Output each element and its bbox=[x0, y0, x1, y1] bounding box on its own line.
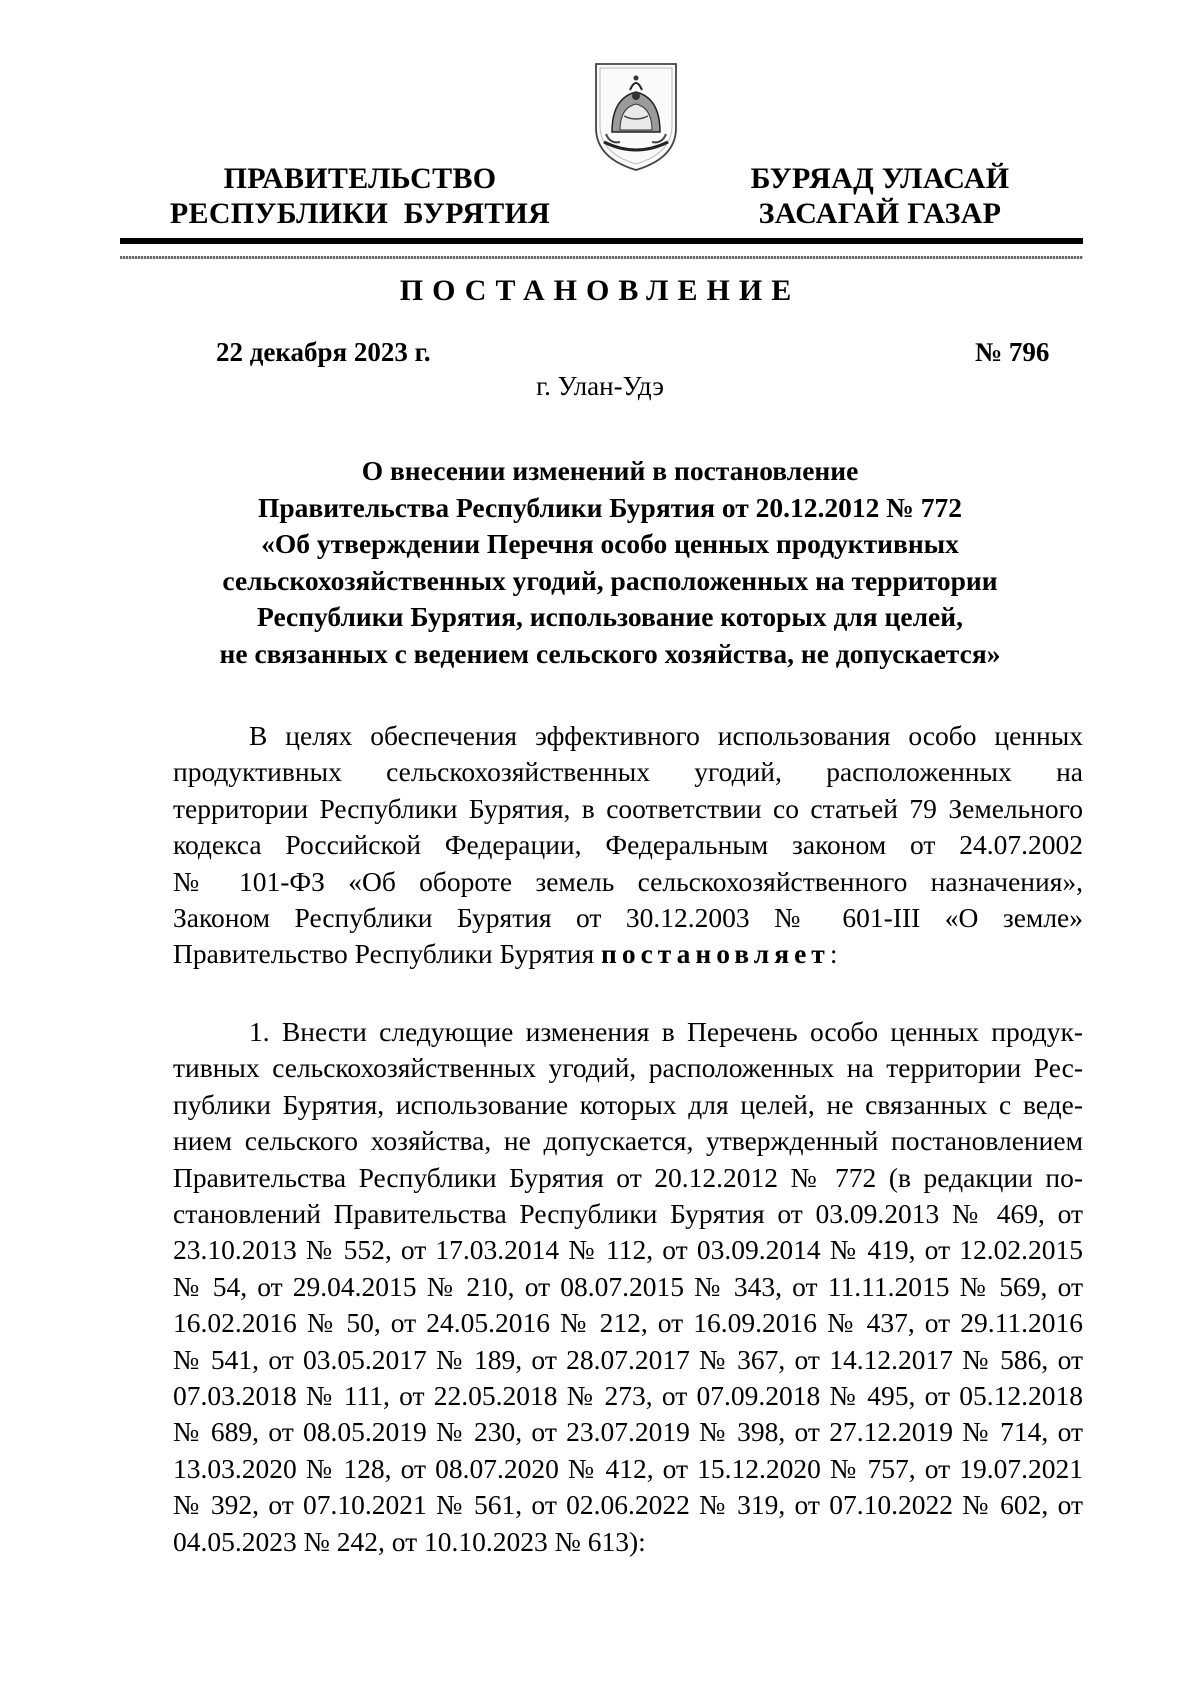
paragraph-line: 04.05.2023 № 242, от 10.10.2023 № 613): bbox=[173, 1525, 646, 1557]
paragraph-line: Законом Республики Бурятия от 30.12.2003 № 601-III «О земле» bbox=[173, 902, 1083, 934]
header-right-line-1: БУРЯАД УЛАСАЙ bbox=[750, 162, 1010, 195]
paragraph-line: становлений Правительства Республики Бурятия от 03.09.2013 № 469, от bbox=[173, 1198, 1083, 1230]
title-line: «Об утверждении Перечня особо ценных продуктивных bbox=[261, 528, 959, 559]
header-divider bbox=[120, 238, 1083, 244]
title-line: Республики Бурятия, использование которых для целей, bbox=[257, 601, 963, 632]
paragraph-line: 1. Внести следующие изменения в Перечень особо ценных продук- bbox=[249, 1016, 1083, 1047]
paragraph-line: № 54, от 29.04.2015 № 210, от 08.07.2015 № 343, от 11.11.2015 № 569, от bbox=[173, 1270, 1083, 1302]
paragraph-line: территории Республики Бурятия, в соответствии со статьей 79 Земельного bbox=[173, 792, 1083, 824]
document-number: № 796 bbox=[975, 337, 1050, 367]
title-line: не связанных с ведением сельского хозяйства, не допускается» bbox=[219, 637, 1001, 669]
paragraph-line: публики Бурятия, использование которых для целей, не связанных с веде- bbox=[173, 1088, 1083, 1120]
preamble-prefix: Правительство Республики Бурятия bbox=[173, 938, 601, 970]
paragraph-line: 07.03.2018 № 111, от 22.05.2018 № 273, от 07.09.2018 № 495, от 05.12.2018 bbox=[173, 1380, 1083, 1412]
paragraph-line: нием сельского хозяйства, не допускается, утвержденный постановлением bbox=[173, 1125, 1083, 1157]
header-right-line-2: ЗАСАГАЙ ГАЗАР bbox=[758, 197, 1002, 230]
paragraph-line: тивных сельскохозяйственных угодий, расположенных на территории Рес- bbox=[173, 1052, 1083, 1084]
document-type: ПОСТАНОВЛЕНИЕ bbox=[399, 274, 801, 307]
paragraph-line: В целях обеспечения эффективного использования особо ценных bbox=[249, 720, 1083, 751]
paragraph-line: № 101-ФЗ «Об обороте земель сельскохозяйственного назначения», bbox=[173, 865, 1083, 897]
paragraph-line: Правительства Республики Бурятия от 20.12.2012 № 772 (в редакции по- bbox=[173, 1161, 1083, 1193]
paragraph-line bbox=[173, 936, 1083, 972]
title-line: О внесении изменений в постановление bbox=[361, 455, 859, 486]
header-right bbox=[700, 161, 1060, 231]
paragraph-line: продуктивных сельскохозяйственных угодий, расположенных на bbox=[173, 756, 1083, 788]
preamble-paragraph bbox=[173, 718, 1083, 973]
paragraph-line: 16.02.2016 № 50, от 24.05.2016 № 212, от 16.09.2016 № 437, от 29.11.2016 bbox=[173, 1307, 1083, 1339]
title-line: Правительства Республики Бурятия от 20.12.2012 № 772 bbox=[257, 491, 962, 523]
paragraph-line: № 541, от 03.05.2017 № 189, от 28.07.2017 № 367, от 14.12.2017 № 586, от bbox=[173, 1343, 1083, 1375]
header-left bbox=[160, 161, 560, 231]
header-divider-thin bbox=[120, 256, 1083, 259]
document-date: 22 декабря 2023 г. bbox=[216, 337, 431, 367]
document-city: г. Улан-Удэ bbox=[536, 371, 664, 401]
paragraph-line: 13.03.2020 № 128, от 08.07.2020 № 412, от 15.12.2020 № 757, от 19.07.2021 bbox=[173, 1452, 1083, 1484]
paragraph-line: № 392, от 07.10.2021 № 561, от 02.06.2022 № 319, от 07.10.2022 № 602, от bbox=[173, 1489, 1083, 1521]
decree-word: постановляет bbox=[601, 938, 830, 970]
header-left-line-2: РЕСПУБЛИКИ БУРЯТИЯ bbox=[169, 197, 551, 230]
document-title bbox=[150, 453, 1070, 672]
item-1-paragraph bbox=[173, 1014, 1083, 1560]
coat-of-arms-icon bbox=[590, 58, 682, 174]
preamble-suffix: : bbox=[829, 938, 838, 970]
title-line: сельскохозяйственных угодий, расположенных на территории bbox=[222, 564, 998, 596]
paragraph-line: 23.10.2013 № 552, от 17.03.2014 № 112, от 03.09.2014 № 419, от 12.02.2015 bbox=[173, 1234, 1083, 1266]
paragraph-line: № 689, от 08.05.2019 № 230, от 23.07.2019 № 398, от 27.12.2019 № 714, от bbox=[173, 1416, 1083, 1448]
paragraph-line: кодекса Российской Федерации, Федеральным законом от 24.07.2002 bbox=[173, 829, 1083, 861]
header-left-line-1: ПРАВИТЕЛЬСТВО bbox=[223, 162, 497, 195]
